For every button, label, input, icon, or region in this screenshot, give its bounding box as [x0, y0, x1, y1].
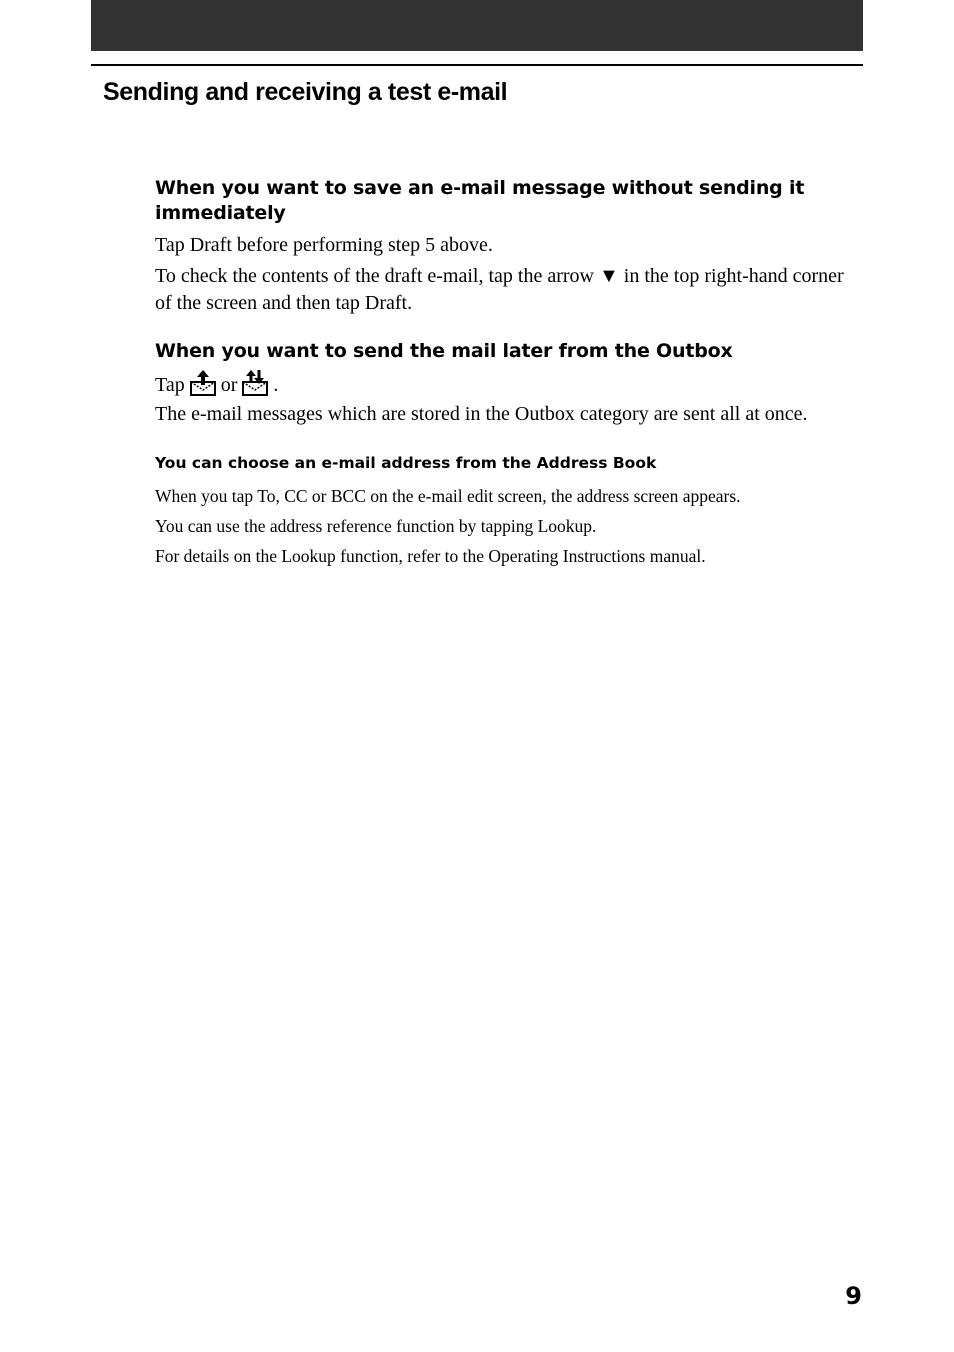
tip-heading: You can choose an e-mail address from the Address Book	[155, 454, 657, 472]
section-outbox	[155, 339, 845, 428]
tip-line: For details on the Lookup function, refer to the Operating Instructions manual.	[155, 546, 706, 566]
tap-or: or	[220, 374, 238, 396]
paragraph: To check the contents of the draft e-mail, tap the arrow ▼ in the top right-hand corner of the screen and then tap Draft.	[155, 265, 844, 314]
header-rule	[91, 64, 863, 66]
tip-line: You can use the address reference function by tapping Lookup.	[155, 516, 597, 536]
paragraph: Tap Draft before performing step 5 above.	[155, 234, 493, 256]
page-title: Sending and receiving a test e-mail	[103, 78, 508, 106]
tap-label: Tap	[155, 374, 185, 396]
page-content	[155, 176, 845, 568]
section-heading: When you want to send the mail later from the Outbox	[155, 340, 733, 362]
tip-line: When you tap To, CC or BCC on the e-mail edit screen, the address screen appears.	[155, 486, 741, 506]
section-save-draft	[155, 176, 845, 317]
page-number: 9	[845, 1282, 862, 1310]
outbox-send-icon	[188, 368, 218, 398]
paragraph: The e-mail messages which are stored in the Outbox category are sent all at once.	[155, 403, 808, 425]
section-heading: When you want to save an e-mail message without sending it immediately	[155, 177, 805, 224]
header-bar	[91, 0, 863, 51]
tap-suffix: .	[273, 374, 279, 396]
tap-instruction	[155, 368, 845, 399]
send-receive-icon	[240, 368, 270, 398]
tip-section	[155, 452, 845, 568]
